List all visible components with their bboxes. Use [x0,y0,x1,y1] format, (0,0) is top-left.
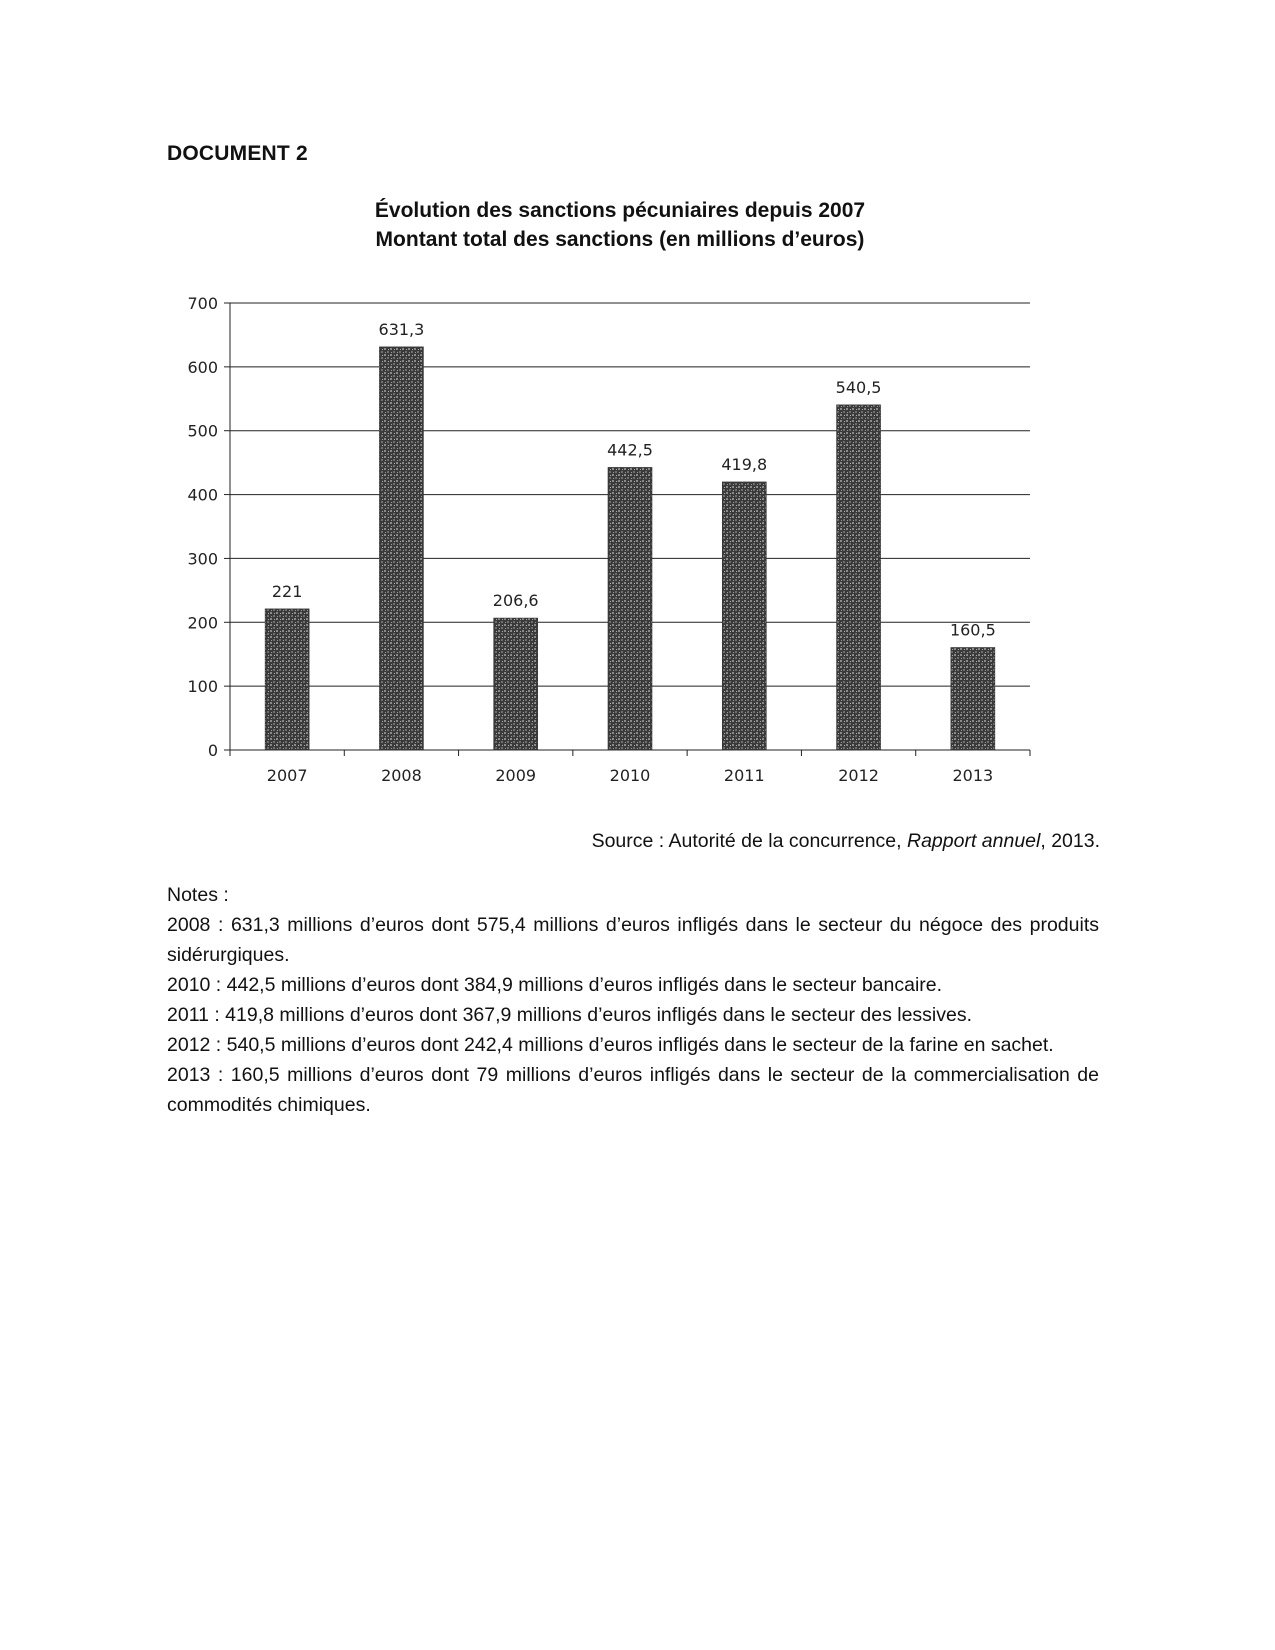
bar [494,618,538,750]
y-tick-label: 400 [187,485,218,505]
x-tick-label: 2009 [495,766,537,785]
data-label: 442,5 [607,440,653,460]
y-tick-label: 300 [187,549,218,569]
bar [379,347,423,750]
source-suffix: , 2013. [1040,830,1100,852]
data-label: 160,5 [949,620,996,640]
notes-heading: Notes : [167,884,229,906]
bar [265,609,309,750]
data-label: 540,5 [835,377,882,397]
note-line: 2010 : 442,5 millions d’euros dont 384,9 millions d’euros infligés dans le secteur bancaire. [167,974,943,996]
source-prefix: Source : Autorité de la concurrence, [591,830,907,852]
bar [951,648,995,750]
document-label: DOCUMENT 2 [167,142,308,165]
chart-title: Évolution des sanctions pécuniaires depuis 2007 [374,199,866,222]
bar [608,467,652,750]
x-tick-label: 2007 [266,766,308,785]
x-tick-label: 2011 [723,766,765,785]
x-tick-label: 2008 [381,766,422,785]
data-label: 419,8 [721,454,768,474]
source-title: Rapport annuel [907,830,1041,852]
x-tick-label: 2013 [952,766,994,785]
notes-section [167,880,1099,1120]
y-tick-label: 700 [187,294,218,313]
note-line: 2012 : 540,5 millions d’euros dont 242,4 millions d’euros infligés dans le secteur de la farine en sachet. [167,1034,1054,1056]
note-line: 2011 : 419,8 millions d’euros dont 367,9 millions d’euros infligés dans le secteur des lessives. [167,1004,973,1026]
x-tick-label: 2012 [838,766,879,785]
bar [722,482,766,750]
y-tick-label: 200 [187,613,218,633]
x-tick-label: 2010 [609,766,651,785]
data-label: 221 [271,581,303,601]
y-tick-label: 100 [187,677,218,697]
note-line: 2013 : 160,5 millions d’euros dont 79 millions d’euros infligés dans le secteur de la commercialisation de commodités chimiques. [167,1064,1099,1116]
data-label: 206,6 [492,591,539,611]
bar [837,405,881,750]
y-tick-label: 500 [187,421,218,441]
note-line: 2008 : 631,3 millions d’euros dont 575,4 millions d’euros infligés dans le secteur du négoce des produits sidérurgiques. [167,914,1099,966]
y-tick-label: 0 [207,741,218,760]
y-tick-label: 600 [187,357,218,377]
source-citation [592,830,1100,853]
chart-subtitle: Montant total des sanctions (en millions d’euros) [375,228,865,251]
data-label: 631,3 [378,319,425,339]
